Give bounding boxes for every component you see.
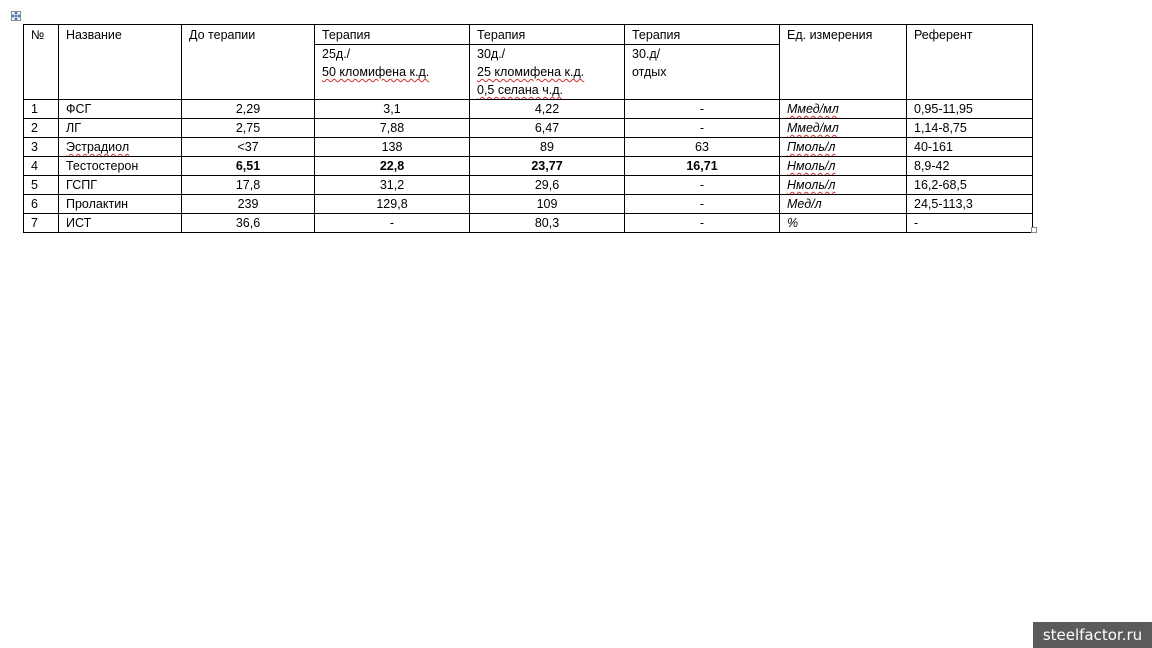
cell-before[interactable]: 36,6: [182, 214, 315, 233]
cell-num[interactable]: 5: [24, 176, 59, 195]
subheader-therapy-3[interactable]: [625, 45, 780, 100]
subheader-therapy-2[interactable]: [470, 45, 625, 100]
cell-therapy-1[interactable]: 31,2: [315, 176, 470, 195]
unit-text: Ммед/мл: [787, 102, 839, 116]
cell-therapy-2[interactable]: 6,47: [470, 119, 625, 138]
table-row: [24, 119, 1033, 138]
header-row: [24, 25, 1033, 45]
cell-num[interactable]: 7: [24, 214, 59, 233]
cell-reference[interactable]: 0,95-11,95: [907, 100, 1033, 119]
cell-therapy-3[interactable]: -: [625, 214, 780, 233]
therapy-1-duration: 25д./: [322, 47, 351, 61]
cell-reference[interactable]: -: [907, 214, 1033, 233]
cell-num[interactable]: 2: [24, 119, 59, 138]
cell-before[interactable]: 2,29: [182, 100, 315, 119]
cell-reference[interactable]: 40-161: [907, 138, 1033, 157]
cell-therapy-1[interactable]: 7,88: [315, 119, 470, 138]
header-before[interactable]: До терапии: [182, 25, 315, 100]
header-name[interactable]: Название: [59, 25, 182, 100]
header-therapy-2[interactable]: Терапия: [470, 25, 625, 45]
cell-before[interactable]: 6,51: [182, 157, 315, 176]
cell-name[interactable]: [59, 138, 182, 157]
cell-unit[interactable]: [780, 100, 907, 119]
cell-therapy-1[interactable]: 138: [315, 138, 470, 157]
cell-reference[interactable]: 1,14-8,75: [907, 119, 1033, 138]
table-row: [24, 138, 1033, 157]
table-resize-handle-icon[interactable]: [1031, 227, 1037, 233]
cell-num[interactable]: 1: [24, 100, 59, 119]
cell-therapy-1[interactable]: 129,8: [315, 195, 470, 214]
header-therapy-3[interactable]: Терапия: [625, 25, 780, 45]
name-text: Эстрадиол: [66, 140, 130, 154]
cell-therapy-3[interactable]: -: [625, 195, 780, 214]
table-row: [24, 157, 1033, 176]
cell-therapy-3[interactable]: 63: [625, 138, 780, 157]
cell-therapy-3[interactable]: 16,71: [625, 157, 780, 176]
header-reference[interactable]: Референт: [907, 25, 1033, 100]
cell-therapy-1[interactable]: 22,8: [315, 157, 470, 176]
cell-unit[interactable]: %: [780, 214, 907, 233]
table-row: [24, 195, 1033, 214]
cell-therapy-1[interactable]: -: [315, 214, 470, 233]
cell-name[interactable]: Тестостерон: [59, 157, 182, 176]
table-row: [24, 214, 1033, 233]
header-num[interactable]: №: [24, 25, 59, 100]
cell-name[interactable]: ГСПГ: [59, 176, 182, 195]
table-row: [24, 176, 1033, 195]
cell-reference[interactable]: 8,9-42: [907, 157, 1033, 176]
cell-before[interactable]: 2,75: [182, 119, 315, 138]
cell-therapy-2[interactable]: 23,77: [470, 157, 625, 176]
cell-before[interactable]: <37: [182, 138, 315, 157]
table-row: [24, 100, 1033, 119]
therapy-3-note: отдых: [632, 65, 667, 79]
cell-unit[interactable]: [780, 119, 907, 138]
cell-unit[interactable]: [780, 176, 907, 195]
cell-therapy-1[interactable]: 3,1: [315, 100, 470, 119]
therapy-2-supplement: 0,5 селана ч.д.: [477, 83, 563, 97]
cell-name[interactable]: ИСТ: [59, 214, 182, 233]
therapy-3-duration: 30.д/: [632, 47, 661, 61]
cell-unit[interactable]: [780, 138, 907, 157]
cell-therapy-3[interactable]: -: [625, 119, 780, 138]
cell-unit[interactable]: [780, 157, 907, 176]
site-watermark: steelfactor.ru: [1033, 622, 1152, 648]
cell-num[interactable]: 4: [24, 157, 59, 176]
table-move-handle-icon[interactable]: [11, 11, 21, 21]
cell-reference[interactable]: 16,2-68,5: [907, 176, 1033, 195]
cell-therapy-2[interactable]: 29,6: [470, 176, 625, 195]
cell-name[interactable]: ФСГ: [59, 100, 182, 119]
header-unit[interactable]: Ед. измерения: [780, 25, 907, 100]
unit-text: Нмоль/л: [787, 159, 836, 173]
cell-before[interactable]: 239: [182, 195, 315, 214]
cell-therapy-2[interactable]: 89: [470, 138, 625, 157]
subheader-therapy-1[interactable]: [315, 45, 470, 100]
cell-therapy-2[interactable]: 109: [470, 195, 625, 214]
cell-before[interactable]: 17,8: [182, 176, 315, 195]
therapy-2-dose: 25 кломифена к.д.: [477, 65, 585, 79]
header-therapy-1[interactable]: Терапия: [315, 25, 470, 45]
therapy-2-duration: 30д./: [477, 47, 506, 61]
therapy-1-dose: 50 кломифена к.д.: [322, 65, 430, 79]
unit-text: Нмоль/л: [787, 178, 836, 192]
unit-text: Ммед/мл: [787, 121, 839, 135]
cell-therapy-2[interactable]: 80,3: [470, 214, 625, 233]
cell-therapy-3[interactable]: -: [625, 100, 780, 119]
cell-num[interactable]: 3: [24, 138, 59, 157]
cell-unit[interactable]: Мед/л: [780, 195, 907, 214]
cell-reference[interactable]: 24,5-113,3: [907, 195, 1033, 214]
lab-results-table: [23, 24, 1033, 233]
cell-name[interactable]: Пролактин: [59, 195, 182, 214]
cell-name[interactable]: ЛГ: [59, 119, 182, 138]
unit-text: Пмоль/л: [787, 140, 836, 154]
cell-num[interactable]: 6: [24, 195, 59, 214]
cell-therapy-2[interactable]: 4,22: [470, 100, 625, 119]
cell-therapy-3[interactable]: -: [625, 176, 780, 195]
